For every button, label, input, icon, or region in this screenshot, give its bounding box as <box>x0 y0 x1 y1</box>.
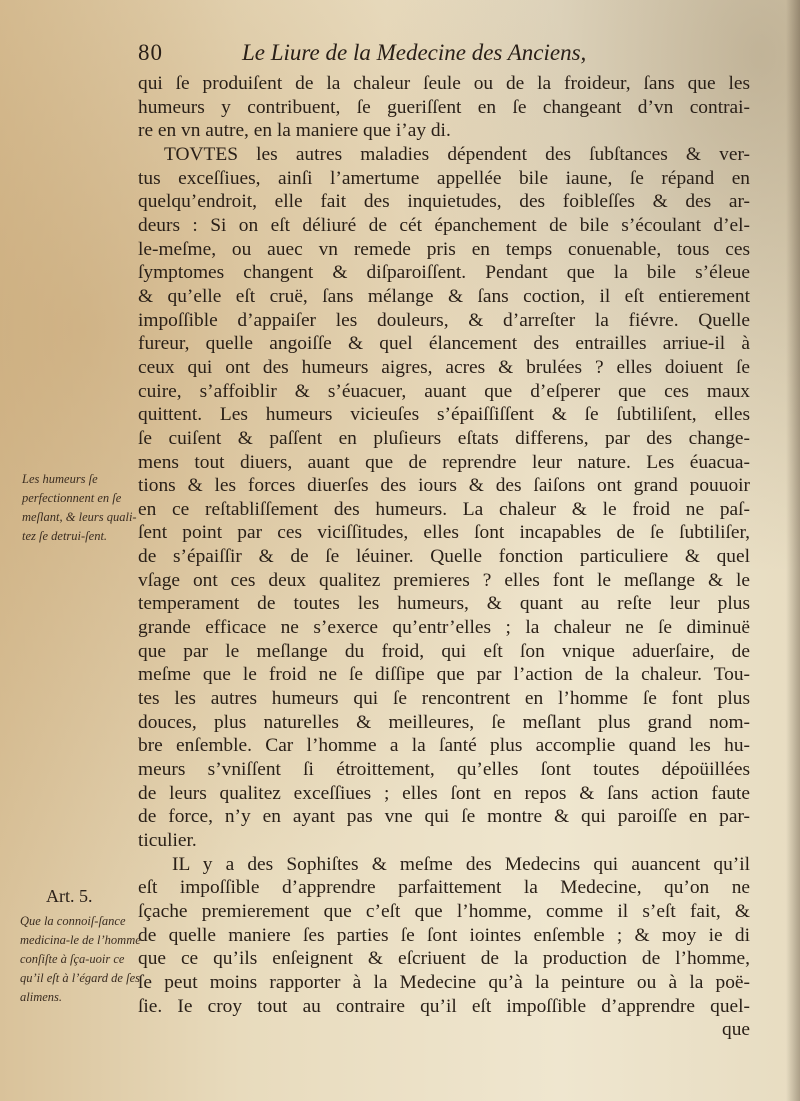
text-line: ticulier. <box>138 830 197 851</box>
text-line: tes les autres humeurs qui ſe rencontrent en l’homme ſe font plus <box>138 688 750 710</box>
text-line: de quelle maniere ſes parties ſe ſont iointes enſemble ; & moy ie di <box>138 924 750 946</box>
text-line: humeurs y contribuent, ſe gueriſſent en ſe changeant d’vn contrai- <box>138 96 750 118</box>
catchword: que <box>722 1019 750 1041</box>
text-line: quittent. Les humeurs vicieuſes s’épaiſſiſſent & ſe ſubtiliſent, elles <box>138 404 750 426</box>
text-line: tus exceſſiues, ainſi l’amertume appellée bile iaune, ſe répand en <box>138 167 750 189</box>
text-line: ſent point par ces viciſſitudes, elles ſont incapables de ſe ſubtiliſer, <box>138 522 750 544</box>
text-line: meurs s’vniſſent ſi étroittement, qu’elles ſont toutes dépoüillées <box>138 759 750 781</box>
text-line: cuire, s’affoiblir & s’éuacuer, auant que d’eſperer que ces maux <box>138 380 750 402</box>
page-number: 80 <box>138 40 163 65</box>
text-line: temperament de toutes les humeurs, & quant au reſte leur plus <box>138 593 750 615</box>
text-line: de leurs qualitez exceſſiues ; elles ſont en repos & ſans action faute <box>138 782 750 804</box>
text-body <box>138 72 750 1042</box>
text-line: mens tout diuers, auant que de reprendre leur nature. Les éuacua- <box>138 451 750 473</box>
text-line: que ce qu’ils enſeignent & eſcriuent de la production de l’homme, <box>138 948 750 970</box>
text-line: TOVTES les autres maladies dépendent des ſubſtances & ver- <box>164 143 750 165</box>
text-line: meſme que le froid ne ſe diſſipe que par l’action de la chaleur. Tou- <box>138 664 750 686</box>
text-line: de s’épaiſſir & de ſe léuiner. Quelle fonction particuliere & quel <box>138 546 750 568</box>
text-line: re en vn autre, en la maniere que i’ay di. <box>138 120 451 142</box>
text-line: ſe peut moins rapporter à la Medecine qu’à la peinture ou à la poë- <box>138 971 750 993</box>
text-line: douces, plus naturelles & meilleures, ſe meſlant plus grand nom- <box>138 711 750 733</box>
text-line: deurs : Si on eſt déliuré de cét épanchement de bile s’écoulant d’el- <box>138 214 750 236</box>
margin-note: Les humeurs ſe perfectionnent en ſe meſlant, & leurs quali-tez ſe detrui-ſent. <box>22 472 137 543</box>
text-line: le-meſme, ou auec vn remede pris en temps conuenable, tous ces <box>138 238 750 260</box>
page-gutter-shadow <box>786 0 800 1101</box>
text-line: que par le meſlange du froid, qui eſt ſon vnique aduerſaire, de <box>138 640 750 662</box>
text-line: ſçache premierement que c’eſt que l’homme, comme il s’eſt fait, & <box>138 900 750 922</box>
text-line: qui ſe produiſent de la chaleur ſeule ou de la froideur, ſans que les <box>138 73 750 94</box>
text-line: ſe cuiſent & paſſent en pluſieurs eſtats differens, par des change- <box>138 427 750 449</box>
text-line: de force, n’y en ayant pas vne qui ſe montre & qui paroiſſe en par- <box>138 806 750 828</box>
text-line: vſage ont ces deux qualitez premieres ? elles font le meſlange & le <box>138 569 750 591</box>
text-line: grande efficace ne s’exerce qu’entr’elles ; la chaleur ne ſe diminuë <box>138 617 750 639</box>
text-line: impoſſible d’appaiſer les douleurs, & d’arreſter la fiévre. Quelle <box>138 309 750 331</box>
text-line: & qu’elle eſt cruë, ſans mélange & ſans coction, il eſt entierement <box>138 285 750 307</box>
page-header <box>138 38 758 74</box>
text-line: ſymptomes changent & diſparoiſſent. Pendant que la bile s’éleue <box>138 262 750 284</box>
text-line: eſt impoſſible d’apprendre parfaittement la Medecine, qu’on ne <box>138 877 750 899</box>
margin-note: Que la connoiſ-ſance medicina-le de l’homme conſiſte à ſça-uoir ce qu’il eſt à l’égard de ſes alimens. <box>20 914 141 1004</box>
article-label: Art. 5. <box>46 886 93 906</box>
text-line: IL y a des Sophiſtes & meſme des Medecins qui auancent qu’il <box>172 853 750 875</box>
text-line: ſie. Ie croy tout au contraire qu’il eſt impoſſible d’apprendre quel- <box>138 995 750 1017</box>
running-title: Le Liure de la Medecine des Anciens, <box>242 40 587 65</box>
text-line: en ce reſtabliſſement des humeurs. La chaleur & le froid ne paſ- <box>138 498 750 520</box>
text-line: ceux qui ont des humeurs aigres, acres & brulées ? elles doiuent ſe <box>138 356 750 378</box>
text-line: fureur, quelle angoiſſe & quel élancement des entrailles arriue-il à <box>138 333 750 355</box>
text-line: quelqu’endroit, elle fait des inquietudes, des foibleſſes & des ar- <box>138 191 750 213</box>
text-line: bre enſemble. Car l’homme a la ſanté plus accomplie quand les hu- <box>138 735 750 757</box>
text-line: tions & les forces diuerſes des iours & des ſaiſons ont grand pouuoir <box>138 475 750 497</box>
